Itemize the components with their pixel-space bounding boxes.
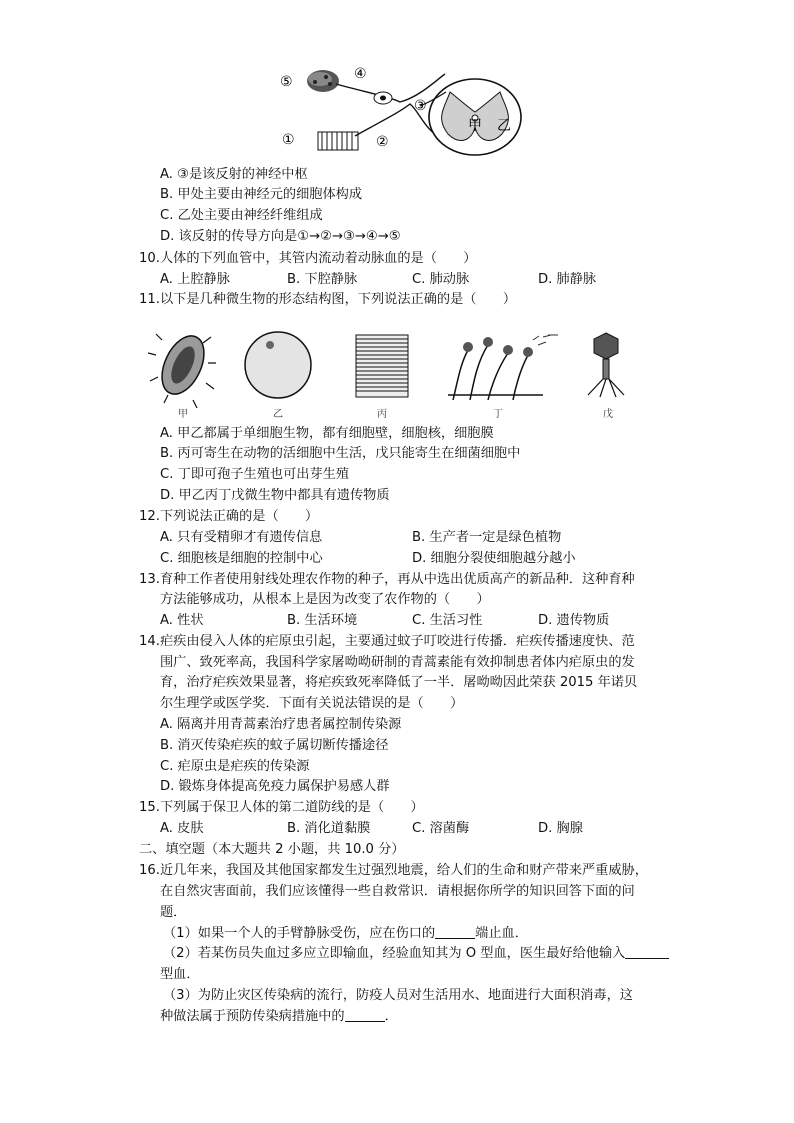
q14-option-a: A. 隔离并用青蒿素治疗患者属控制传染源 <box>160 717 402 732</box>
label-jia: 甲 <box>468 118 482 134</box>
q16-sub3-line1: （3）为防止灾区传染病的流行，防疫人员对生活用水、地面进行大面积消毒，这 <box>163 988 633 1003</box>
q16-sub3 <box>160 1007 398 1027</box>
q13-option-b: B. 生活环境 <box>287 613 358 628</box>
q10-stem: 人体的下列血管中，其管内流动着动脉血的是（ ） <box>160 251 477 266</box>
q16-sub3-blank[interactable] <box>345 1007 385 1022</box>
label-4: ④ <box>354 66 367 82</box>
q11-stem: 以下是几种微生物的形态结构图，下列说法正确的是（ ） <box>160 292 517 307</box>
q10-option-d: D. 肺静脉 <box>538 272 597 287</box>
q11-option-d: D. 甲乙丙丁戊微生物中都具有遗传物质 <box>160 488 390 503</box>
q13-number: 13. <box>139 572 160 587</box>
q16-sub2-blank[interactable] <box>625 944 669 959</box>
q9-option-c: C. 乙处主要由神经纤维组成 <box>160 208 323 223</box>
q12-option-a: A. 只有受精卵才有遗传信息 <box>160 530 323 545</box>
q14-option-b: B. 消灭传染疟疾的蚊子属切断传播途径 <box>160 738 389 753</box>
caption-yi: 乙 <box>273 409 283 420</box>
q16-number: 16. <box>139 863 160 878</box>
q16-sub3-text: 种做法属于预防传染病措施中的 <box>160 1009 345 1024</box>
q14-stem-line3: 育，治疗疟疾效果显著，将疟疾致死率降低了一半．屠呦呦因此荣获 2015 年诺贝 <box>160 675 638 690</box>
mold-drawing <box>448 335 558 400</box>
spinal-cord-section <box>420 79 521 155</box>
q11-option-b: B. 丙可寄生在动物的活细胞中生活，戊只能寄生在细菌细胞中 <box>160 446 521 461</box>
q16-sub2-tail: 型血． <box>160 967 200 982</box>
q16-sub1-text: （1）如果一个人的手臂静脉受伤，应在伤口的 <box>163 926 436 941</box>
q12-option-b: B. 生产者一定是绿色植物 <box>412 530 562 545</box>
section-heading-fill-in: 二、填空题（本大题共 2 小题，共 10.0 分） <box>139 842 405 857</box>
q16-sub2 <box>163 944 669 964</box>
q16-stem-line3: 题． <box>160 905 187 920</box>
q16-sub1-tail: 端止血． <box>475 926 528 941</box>
q16-sub2-text: （2）若某伤员失血过多应立即输血，经验血知其为 O 型血，医生最好给他输入 <box>163 946 626 961</box>
q13-stem-line2: 方法能够成功，从根本上是因为改变了农作物的（ ） <box>160 592 490 607</box>
reflex-arc-figure <box>270 62 530 162</box>
q14-option-d: D. 锻炼身体提高免疫力属保护易感人群 <box>160 779 390 794</box>
q15-option-b: B. 消化道黏膜 <box>287 821 371 836</box>
q16-sub1-blank[interactable] <box>435 924 475 939</box>
q9-option-b: B. 甲处主要由神经元的细胞体构成 <box>160 187 363 202</box>
q15-option-d: D. 胸腺 <box>538 821 583 836</box>
q12-option-d: D. 细胞分裂使细胞越分越小 <box>412 551 576 566</box>
q14-stem-line4: 尔生理学或医学奖．下面有关说法错误的是（ ） <box>160 696 464 711</box>
q15-option-a: A. 皮肤 <box>160 821 204 836</box>
q16-stem-line1: 近几年来，我国及其他国家都发生过强烈地震，给人们的生命和财产带来严重威胁， <box>160 863 648 878</box>
q16-sub3-tail: ． <box>384 1009 398 1024</box>
q11-option-a: A. 甲乙都属于单细胞生物，都有细胞壁，细胞核，细胞膜 <box>160 426 494 441</box>
q10-number: 10. <box>139 251 160 266</box>
q11-option-c: C. 丁即可孢子生殖也可出芽生殖 <box>160 467 350 482</box>
label-yi: 乙 <box>497 118 511 134</box>
q14-option-c: C. 疟原虫是疟疾的传染源 <box>160 759 310 774</box>
microorganism-figure <box>148 325 648 420</box>
q9-option-a: A. ③是该反射的神经中枢 <box>160 167 308 182</box>
q10-option-c: C. 肺动脉 <box>412 272 470 287</box>
q13-stem-line1: 育种工作者使用射线处理农作物的种子，再从中选出优质高产的新品种．这种育种 <box>160 572 635 587</box>
tmv-virus-drawing <box>356 335 408 397</box>
q14-stem-line1: 疟疾由侵入人体的疟原虫引起，主要通过蚊子叮咬进行传播．疟疾传播速度快、范 <box>160 634 635 649</box>
effector-blob <box>307 70 339 92</box>
q13-option-a: A. 性状 <box>160 613 204 628</box>
q14-number: 14. <box>139 634 160 649</box>
caption-ding: 丁 <box>493 409 503 420</box>
label-2: ② <box>376 134 389 150</box>
label-1: ① <box>282 132 295 148</box>
q9-option-d: D. 该反射的传导方向是①→②→③→④→⑤ <box>160 229 401 244</box>
q12-number: 12. <box>139 509 160 524</box>
q15-stem: 下列属于保卫人体的第二道防线的是（ ） <box>160 800 424 815</box>
bacterium-drawing <box>148 329 216 408</box>
label-3: ③ <box>414 98 427 114</box>
caption-bing: 丙 <box>377 409 387 420</box>
q13-option-d: D. 遗传物质 <box>538 613 610 628</box>
caption-wu: 戊 <box>603 409 613 420</box>
q13-option-c: C. 生活习性 <box>412 613 483 628</box>
yeast-cell-drawing <box>245 332 311 398</box>
q16-stem-line2: 在自然灾害面前，我们应该懂得一些自救常识．请根据你所学的知识回答下面的问 <box>160 884 635 899</box>
q12-option-c: C. 细胞核是细胞的控制中心 <box>160 551 323 566</box>
receptor-skin <box>318 132 358 150</box>
q12-stem: 下列说法正确的是（ ） <box>160 509 319 524</box>
bacteriophage-drawing <box>588 333 624 397</box>
q10-option-a: A. 上腔静脉 <box>160 272 230 287</box>
q11-number: 11. <box>139 292 160 307</box>
q14-stem-line2: 围广、致死率高，我国科学家屠呦呦研制的青蒿素能有效抑制患者体内疟原虫的发 <box>160 655 635 670</box>
label-5: ⑤ <box>280 74 293 90</box>
q15-number: 15. <box>139 800 160 815</box>
q10-option-b: B. 下腔静脉 <box>287 272 358 287</box>
caption-jia: 甲 <box>178 409 188 420</box>
q15-option-c: C. 溶菌酶 <box>412 821 470 836</box>
q16-sub1 <box>163 924 528 944</box>
